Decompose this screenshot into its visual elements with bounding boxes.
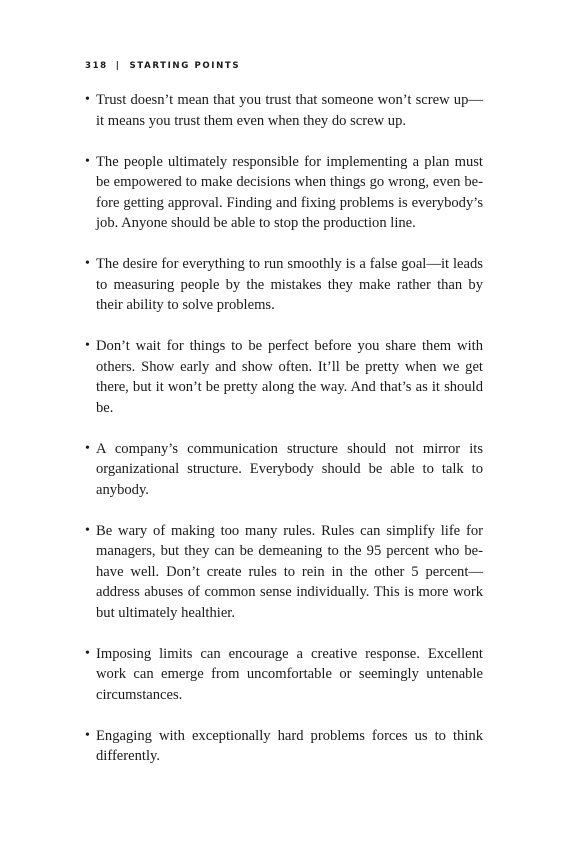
bullet-mark: • (85, 522, 90, 538)
bullet-item (85, 521, 483, 624)
bullet-item (85, 336, 483, 418)
bullet-mark: • (85, 440, 90, 456)
bullet-text: Imposing limits can encourage a creative response. Excellent work can emerge from uncomfortable or seemingly untenable circumstances. (96, 645, 483, 703)
bullet-text: A company’s communication structure should not mirror its organizational structure. Everybody should be able to talk to anybody. (96, 440, 483, 498)
bullet-text: Engaging with exceptionally hard problems forces us to think differently. (96, 727, 483, 764)
header-separator: | (115, 61, 121, 71)
bullet-item (85, 152, 483, 234)
page-number: 318 (85, 61, 108, 71)
bullet-item (85, 726, 483, 767)
bullet-mark: • (85, 256, 90, 271)
bullet-mark: • (85, 153, 90, 169)
bullet-text: Don’t wait for things to be perfect before you share them with others. Show early and show often. It’ll be pretty when we get there, but it won’t be pretty along the way. And that’s as it should be. (96, 338, 483, 416)
bullet-mark: • (85, 92, 90, 107)
section-title: STARTING POINTS (129, 61, 241, 71)
bullet-item (85, 439, 483, 501)
bullet-list (85, 90, 483, 767)
bullet-item (85, 644, 483, 706)
bullet-mark: • (85, 727, 90, 743)
bullet-text: The people ultimately responsible for implementing a plan must be empowered to make decisions when things go wrong, even be-fore getting approval. Finding and fixing problems is everybody’s job. Anyone should be able to stop the production line. (96, 153, 483, 231)
bullet-mark: • (85, 338, 90, 353)
bullet-text: Trust doesn’t mean that you trust that someone won’t screw up—it means you trust them even when they do screw up. (96, 92, 483, 129)
bullet-item (85, 90, 483, 131)
bullet-item (85, 254, 483, 316)
bullet-mark: • (85, 645, 90, 661)
running-head (85, 61, 240, 71)
bullet-text: The desire for everything to run smoothly is a false goal—it leads to measuring people by the mistakes they make rather than by their ability to solve problems. (96, 256, 483, 313)
bullet-text: Be wary of making too many rules. Rules can simplify life for managers, but they can be demeaning to the 95 percent who be-have well. Don’t create rules to rein in the other 5 percent—address abuses of common sense individually. This is more work but ultimately healthier. (96, 522, 483, 621)
